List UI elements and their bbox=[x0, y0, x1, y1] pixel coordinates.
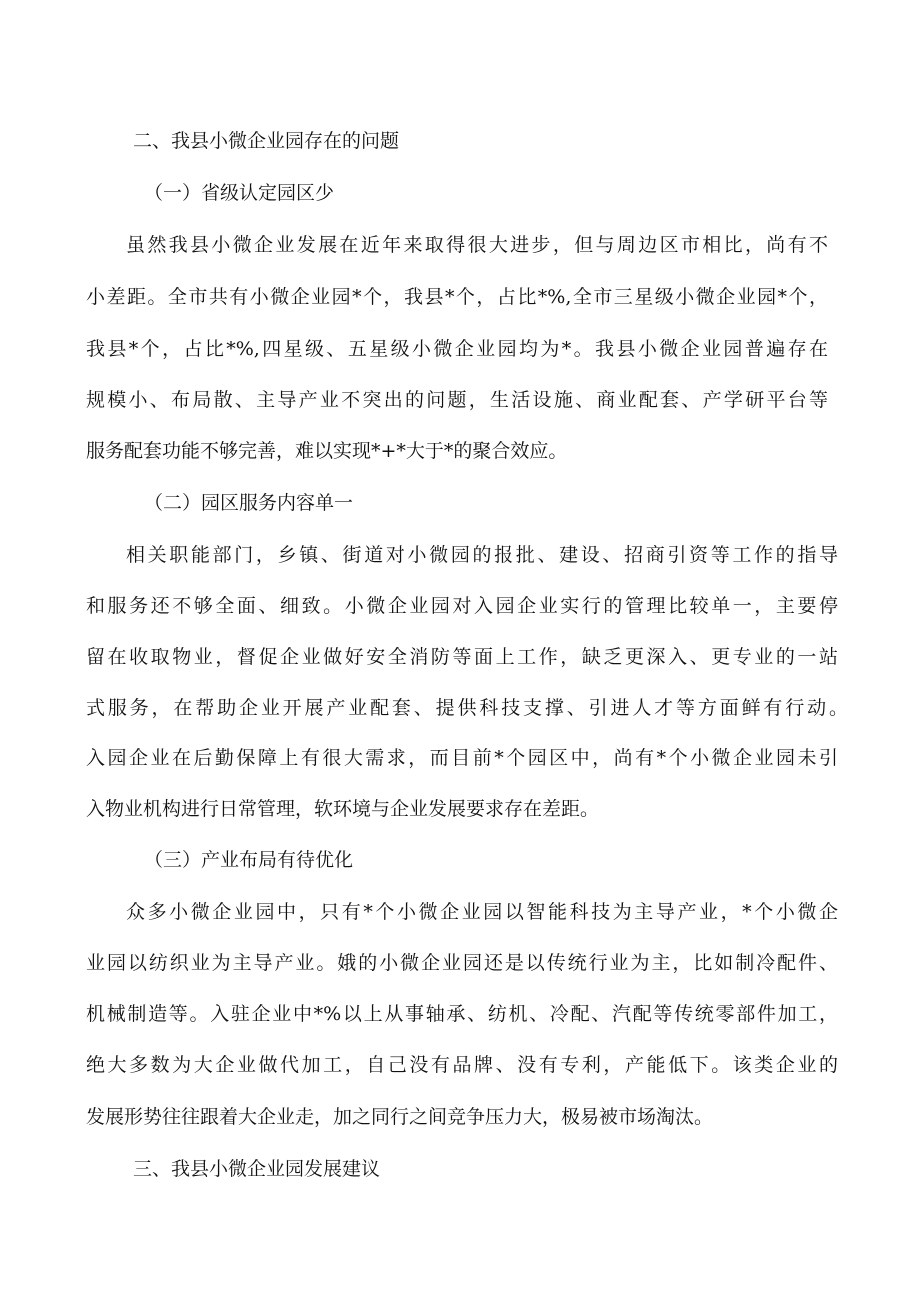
section-heading: 三、我县小微企业园发展建议 bbox=[133, 1158, 381, 1180]
paragraph-line: 我县*个，占比*%,四星级、五星级小微企业园均为*。我县小微企业园普遍存在 bbox=[86, 338, 828, 360]
paragraph-line: 众多小微企业园中，只有*个小微企业园以智能科技为主导产业，*个小微企 bbox=[126, 901, 838, 923]
subsection-heading: （三）产业布局有待优化 bbox=[144, 849, 354, 871]
paragraph-line: 服务配套功能不够完善，难以实现*+*大于*的聚合效应。 bbox=[86, 440, 568, 462]
paragraph-line: 留在收取物业，督促企业做好安全消防等面上工作，缺乏更深入、更专业的一站 bbox=[86, 646, 838, 668]
paragraph-line: 入园企业在后勤保障上有很大需求，而目前*个园区中，尚有*个小微企业园未引 bbox=[86, 747, 838, 769]
subsection-heading: （二）园区服务内容单一 bbox=[144, 492, 354, 514]
paragraph-line: 小差距。全市共有小微企业园*个，我县*个，占比*%,全市三星级小微企业园*个， bbox=[86, 286, 828, 308]
paragraph-line: 绝大多数为大企业做代加工，自己没有品牌、没有专利，产能低下。该类企业的 bbox=[86, 1054, 838, 1076]
subsection-heading: （一）省级认定园区少 bbox=[144, 182, 335, 204]
paragraph-line: 业园以纺织业为主导产业。娥的小微企业园还是以传统行业为主，比如制冷配件、 bbox=[86, 952, 838, 974]
paragraph-line: 入物业机构进行日常管理，软环境与企业发展要求存在差距。 bbox=[86, 798, 600, 820]
paragraph-line: 式服务，在帮助企业开展产业配套、提供科技支撑、引进人才等方面鲜有行动。 bbox=[86, 697, 848, 719]
paragraph-line: 机械制造等。入驻企业中*%以上从事轴承、纺机、冷配、汽配等传统零部件加工， bbox=[86, 1003, 838, 1025]
paragraph-line: 发展形势往往跟着大企业走，加之同行之间竞争压力大，极易被市场淘汰。 bbox=[86, 1106, 714, 1128]
paragraph-line: 规模小、布局散、主导产业不突出的问题，生活设施、商业配套、产学研平台等 bbox=[86, 389, 828, 411]
paragraph-line: 相关职能部门，乡镇、街道对小微园的报批、建设、招商引资等工作的指导 bbox=[126, 544, 838, 566]
section-heading: 二、我县小微企业园存在的问题 bbox=[133, 130, 400, 152]
paragraph-line: 和服务还不够全面、细致。小微企业园对入园企业实行的管理比较单一，主要停 bbox=[86, 595, 838, 617]
paragraph-line: 虽然我县小微企业发展在近年来取得很大进步，但与周边区市相比，尚有不 bbox=[126, 234, 828, 256]
